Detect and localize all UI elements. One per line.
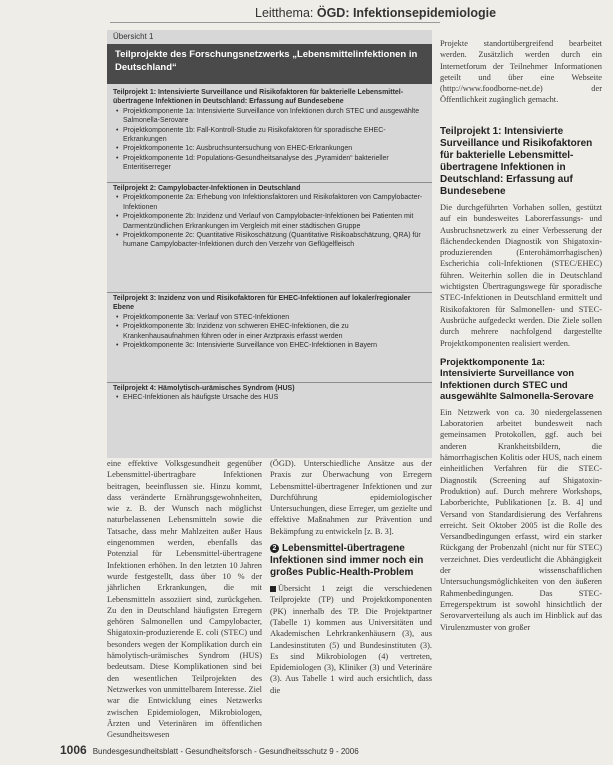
- paragraph: Projekte standortübergreifend bearbeitet werden. Zusätzlich werden durch ein Internetforum der Teilnehmer Informationen geteilt und über eine Webseite (http://www.foodborne-net.de) der Öffentlichkeit zugänglich gemacht.: [440, 39, 602, 105]
- page-footer: [60, 743, 359, 757]
- section-2: [113, 184, 426, 250]
- section-1: [113, 88, 426, 173]
- section-item: • EHEC-Infektionen als häufigste Ursache des HUS: [123, 393, 426, 402]
- section-heading-text: Lebensmittel-übertragene Infektionen sind immer noch ein großes Public-Health-Problem: [270, 543, 424, 579]
- box-title: Teilprojekte des Forschungsnetzwerks „Lebensmittelinfektionen in Deutschland“: [107, 44, 432, 84]
- section-item: • Projektkomponente 3a: Verlauf von STEC-Infektionen: [123, 313, 426, 322]
- right-column-intro: [440, 38, 602, 106]
- section-item: • Projektkomponente 1b: Fall-Kontroll-Studie zu Risikofaktoren für sporadische EHEC-Erkrankungen: [123, 126, 426, 145]
- section-item: • Projektkomponente 2b: Inzidenz und Verlauf von Campylobacter-Infektionen bei Patienten mit Darmentzündlichen Erkrankungen im Vergleich mit einer städtischen Gruppe: [123, 212, 426, 231]
- left-column: [107, 458, 262, 740]
- header-title: ÖGD: Infektionsepidemiologie: [316, 6, 497, 20]
- pk1a-heading: Projektkomponente 1a: Intensivierte Surveillance von Infektionen durch STEC und ausgewählte Salmonella-Serovare: [440, 356, 594, 403]
- section-item: • Projektkomponente 2a: Erhebung von Infektionsfaktoren und Risikofaktoren von Campylobacter-Infektionen: [123, 193, 426, 212]
- paragraph: eine effektive Volksgesundheit gegenüber Lebensmittel-übertragbare Infektionen beitragen, beeinflussen sie. Hinzu kommt, dass veränderte Ernährungsgewohnheiten, wie z. B. der Wunsch nach möglichst naturbelassenen Lebensmitteln sowie die Tatsache, dass mehr Mahlzeiten außer Haus eingenommen werden, ebenfalls das Potenzial für Lebensmittel-übertragene Infektionen erhöhen. In den letzten 10 Jahren wurde festgestellt, dass über 10 % der jährlichen Erkrankungen, die mit Lebensmitteln assoziiert sind, zurückgehen. Zu den in Deutschland häufigsten Erregern gehören Salmonellen und Campylobacter, Shigatoxin-produzierende E. coli (STEC) und besonders wegen der Komplikation durch ein hämolytisch-urämisches Syndrom (HUS) bedeutsam. Diese Komplikationen sind bei den wesentlichen Teilprojekten des Netzwerkes von unmittelbarem Interesse. Ziel war die Entwicklung eines Netzwerks zwischen Epidemiologen, Mikrobiologen, Ärzten und Veterinären im öffentlichen Gesundheitswesen: [107, 459, 262, 740]
- paragraph: [270, 583, 432, 696]
- footer-text: Bundesgesundheitsblatt - Gesundheitsforsch - Gesundheitsschutz 9 - 2006: [92, 747, 359, 756]
- section-4: [113, 384, 426, 403]
- paragraph: (ÖGD). Unterschiedliche Ansätze aus der Praxis zur Überwachung von Erregern Lebensmittel-übertragener Infektionen und zur Durchführung epidemiologischer Untersuchungen, diese Erreger, um gezielte und effektive Maßnahmen zur Prävention und Bekämpfung zu entwickeln [z. B. 3].: [270, 459, 432, 536]
- middle-column: [270, 458, 432, 696]
- paragraph: Ein Netzwerk von ca. 30 niedergelassenen Laboratorien arbeitet bundesweit nach gemeinsamen Protokollen, ggf. auch bei anderen Krankheitsbildern, die hämorrhagischen Kolitis oder HUS, nach einem einheitlichen Verfahren für die STEC-Diagnostik (Screening auf Shigatoxin-Produktion) auf. Durch mehrere Workshops, Laborberichte, Publikationen [z. B. 4] und Versand von Standardisierung des Verfahrens erreicht. Seit Oktober 2005 ist die Rolle des Versandbedingungen erfasst, wird ein starker Rückgang der Probenzahl (nicht nur für STEC) verzeichnet. Dies verdeutlicht die Abhängigkeit der wissenschaftlichen Untersuchungsmöglichkeiten von den äußeren Rahmenbedingungen. Das STEC-Erregerspektrum ist sowohl hinsichtlich der Serovarverteilung als auch im Hinblick auf das Virulenzmuster von großer: [440, 407, 602, 632]
- overview-box: [107, 30, 432, 458]
- square-bullet-icon: [270, 586, 276, 592]
- section-item: • Projektkomponente 3b: Inzidenz von schweren EHEC-Infektionen, die zu Krankenhausaufnahmen führen oder in einer Arztpraxis erfasst werden: [123, 322, 426, 341]
- paragraph-text: Übersicht 1 zeigt die verschiedenen Teilprojekte (TP) und Projektkomponenten (PK) innerhalb des TP. Die Projektpartner (Tabelle 1) kommen aus Universitäten und Akademischen Lehrkrankenhäusern (3), aus Landesinstituten (5) und Bundesinstituten (3). Es sind Mikrobiologen (4) vertreten, Epidemiologen (3), Kliniker (3) und Veterinäre (3). Aus Tabelle 1 wird auch ersichtlich, dass die: [270, 584, 432, 695]
- box-label: Übersicht 1: [113, 32, 154, 41]
- header-prefix: Leitthema:: [255, 6, 317, 20]
- page-number: 1006: [60, 743, 87, 757]
- section-divider: [107, 182, 432, 183]
- section-title: Teilprojekt 2: Campylobacter-Infektionen in Deutschland: [113, 185, 301, 192]
- section-item: • Projektkomponente 1a: Intensivierte Surveillance von Infektionen durch STEC und ausgewählte Salmonella-Serovare: [123, 107, 426, 126]
- section-divider: [107, 382, 432, 383]
- section-heading: [270, 543, 432, 579]
- section-item: • Projektkomponente 2c: Quantitative Risikoschätzung (Quantitative Risikoabschätzung, QRA) für humane Campylobacter-Infektionen durch den Verzehr von Geflügelfleisch: [123, 231, 426, 250]
- teilprojekt1-heading: Teilprojekt 1: Intensivierte Surveillance und Risikofaktoren für bakterielle Lebensmittel-übertragene Infektionen in Deutschland: Erfassung auf Bundesebene: [440, 126, 593, 197]
- running-header: [255, 6, 496, 20]
- section-item: • Projektkomponente 1c: Ausbruchsuntersuchung von EHEC-Erkrankungen: [123, 144, 426, 153]
- paragraph: Die durchgeführten Vorhaben sollen, gestützt auf ein bundesweites Laborerfassungs- und Ausbruchsnetzwerk zu einer Verbesserung der flächendeckenden Diagnostik von Shigatoxin-produzierenden (Enterohämorrhagischen) Escherichia coli-Infektionen (STEC/EHEC) führen. Weiterhin sollen die in Deutschland wichtigsten Übertragungswege für sporadische STEC-Infektionen in Deutschland ermittelt und Risikofaktoren für Salmonellen- und STEC-Ausbrüche aufgedeckt werden. Die Ziele sollen durch mehrere nachfolgend dargestellte Projektkomponenten realisiert werden.: [440, 203, 602, 348]
- right-column-main: [440, 120, 602, 633]
- section-divider: [107, 292, 432, 293]
- section-title: Teilprojekt 3: Inzidenz von und Risikofaktoren für EHEC-Infektionen auf lokaler/regionaler Ebene: [113, 295, 411, 312]
- section-item: • Projektkomponente 3c: Intensivierte Surveillance von EHEC-Infektionen in Bayern: [123, 341, 426, 350]
- section-item: • Projektkomponente 1d: Populations-Gesundheitsanalyse des „Pyramiden“ bakterieller Enteritiserreger: [123, 154, 426, 173]
- section-number: 2: [270, 544, 279, 553]
- section-title: Teilprojekt 4: Hämolytisch-urämisches Syndrom (HUS): [113, 385, 295, 392]
- section-3: [113, 294, 426, 350]
- section-title: Teilprojekt 1: Intensivierte Surveillance und Risikofaktoren für bakterielle Lebensmittel-übertragene Infektionen in Deutschland: Erfassung auf Bundesebene: [113, 89, 404, 106]
- header-rule: [110, 22, 440, 23]
